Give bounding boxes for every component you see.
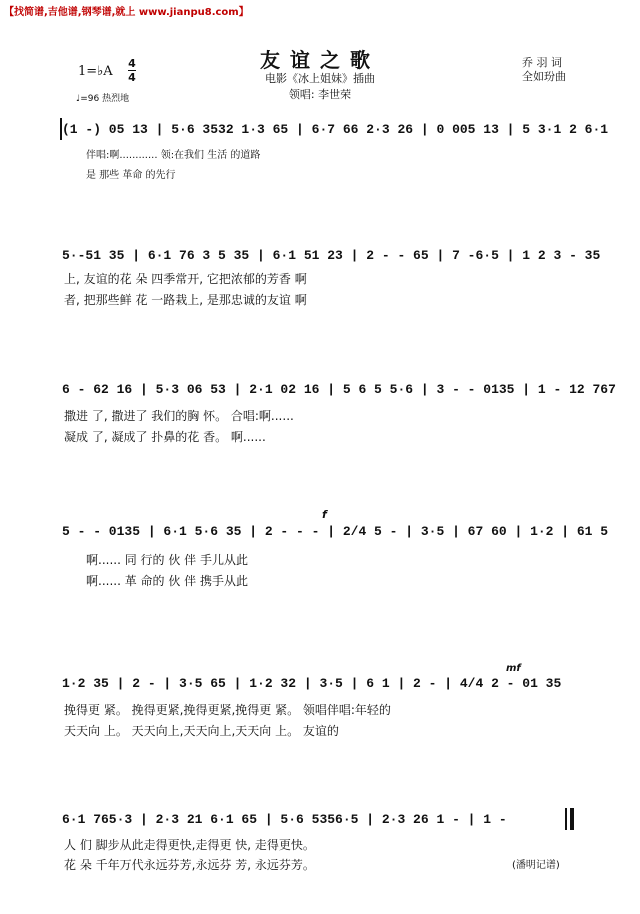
lyric-line-1a: 伴唱:啊............ 领:在我们 生活 的道路: [86, 150, 261, 161]
dynamic-mf: mf: [506, 663, 521, 674]
song-title: 友谊之歌: [260, 48, 380, 72]
time-bottom: 4: [128, 71, 136, 84]
dynamic-f: f: [322, 508, 327, 521]
lyricist: 乔 羽 词: [522, 56, 562, 69]
lyric-line-2b: 者, 把那些鲜 花 一路栽上, 是那忠诚的友谊 啊: [64, 293, 307, 307]
lyric-line-6b: 花 朵 千年万代永远芬芳,永远芬 芳, 永远芬芳。: [64, 858, 315, 872]
singer-credit: 领唱: 李世荣: [288, 88, 352, 101]
lyric-line-5b: 天天向 上。 天天向上,天天向上,天天向 上。 友谊的: [64, 724, 339, 738]
score-line-4: 5 - - 0135 | 6·1 5·6 35 | 2 - - - | 2/4 5 - | 3·5 | 67 60 | 1·2 | 61 5: [62, 524, 609, 539]
final-bar-thick: [570, 808, 574, 830]
score-line-6: 6·1 765·3 | 2·3 21 6·1 65 | 5·6 5356·5 | 2·3 26 1 - | 1 -: [62, 812, 507, 827]
lyric-line-4a: 啊...... 同 行的 伙 伴 手儿从此: [86, 553, 248, 567]
score-line-5: 1·2 35 | 2 - | 3·5 65 | 1·2 32 | 3·5 | 6 1 | 2 - | 4/4 2 - 01 35: [62, 676, 562, 691]
final-bar-thin: [565, 808, 567, 830]
tempo-marking: ♩=96 热烈地: [76, 94, 130, 104]
credits: [522, 56, 566, 84]
subtitle: 电影《冰上姐妹》插曲: [265, 72, 375, 85]
lyric-line-2a: 上, 友谊的花 朵 四季常开, 它把浓郁的芳香 啊: [64, 272, 307, 286]
lyric-line-6a: 人 们 脚步从此走得更快,走得更 快, 走得更快。: [64, 838, 315, 852]
lyric-line-3b: 凝成 了, 凝成了 扑鼻的花 香。 啊......: [64, 430, 266, 444]
time-signature: [128, 58, 136, 83]
line1-start-bar: [60, 118, 62, 140]
transcriber-credit: (潘明记谱): [512, 860, 560, 871]
score-line-2: 5·-51 35 | 6·1 76 3 5 35 | 6·1 51 23 | 2 - - 65 | 7 -6·5 | 1 2 3 - 35: [62, 248, 601, 263]
lyric-line-3a: 撒进 了, 撒进了 我们的胸 怀。 合唱:啊......: [64, 409, 294, 423]
composer: 全如玢曲: [522, 70, 566, 83]
time-top: 4: [128, 57, 136, 70]
key-signature: 1=♭A: [78, 64, 113, 79]
lyric-line-4b: 啊...... 革 命的 伙 伴 携手从此: [86, 574, 248, 588]
lyric-line-5a: 挽得更 紧。 挽得更紧,挽得更紧,挽得更 紧。 领唱伴唱:年轻的: [64, 703, 391, 717]
site-banner: 【找简谱,吉他谱,钢琴谱,就上 www.jianpu8.com】: [4, 7, 249, 18]
score-line-3: 6 - 62 16 | 5·3 06 53 | 2·1 02 16 | 5 6 5 5·6 | 3 - - 0135 | 1 - 12 767: [62, 382, 616, 397]
lyric-line-1b: 是 那些 革命 的先行: [86, 170, 176, 181]
score-line-1: (1 -) 05 13 | 5·6 3532 1·3 65 | 6·7 66 2·3 26 | 0 005 13 | 5 3·1 2 6·1: [62, 122, 609, 137]
